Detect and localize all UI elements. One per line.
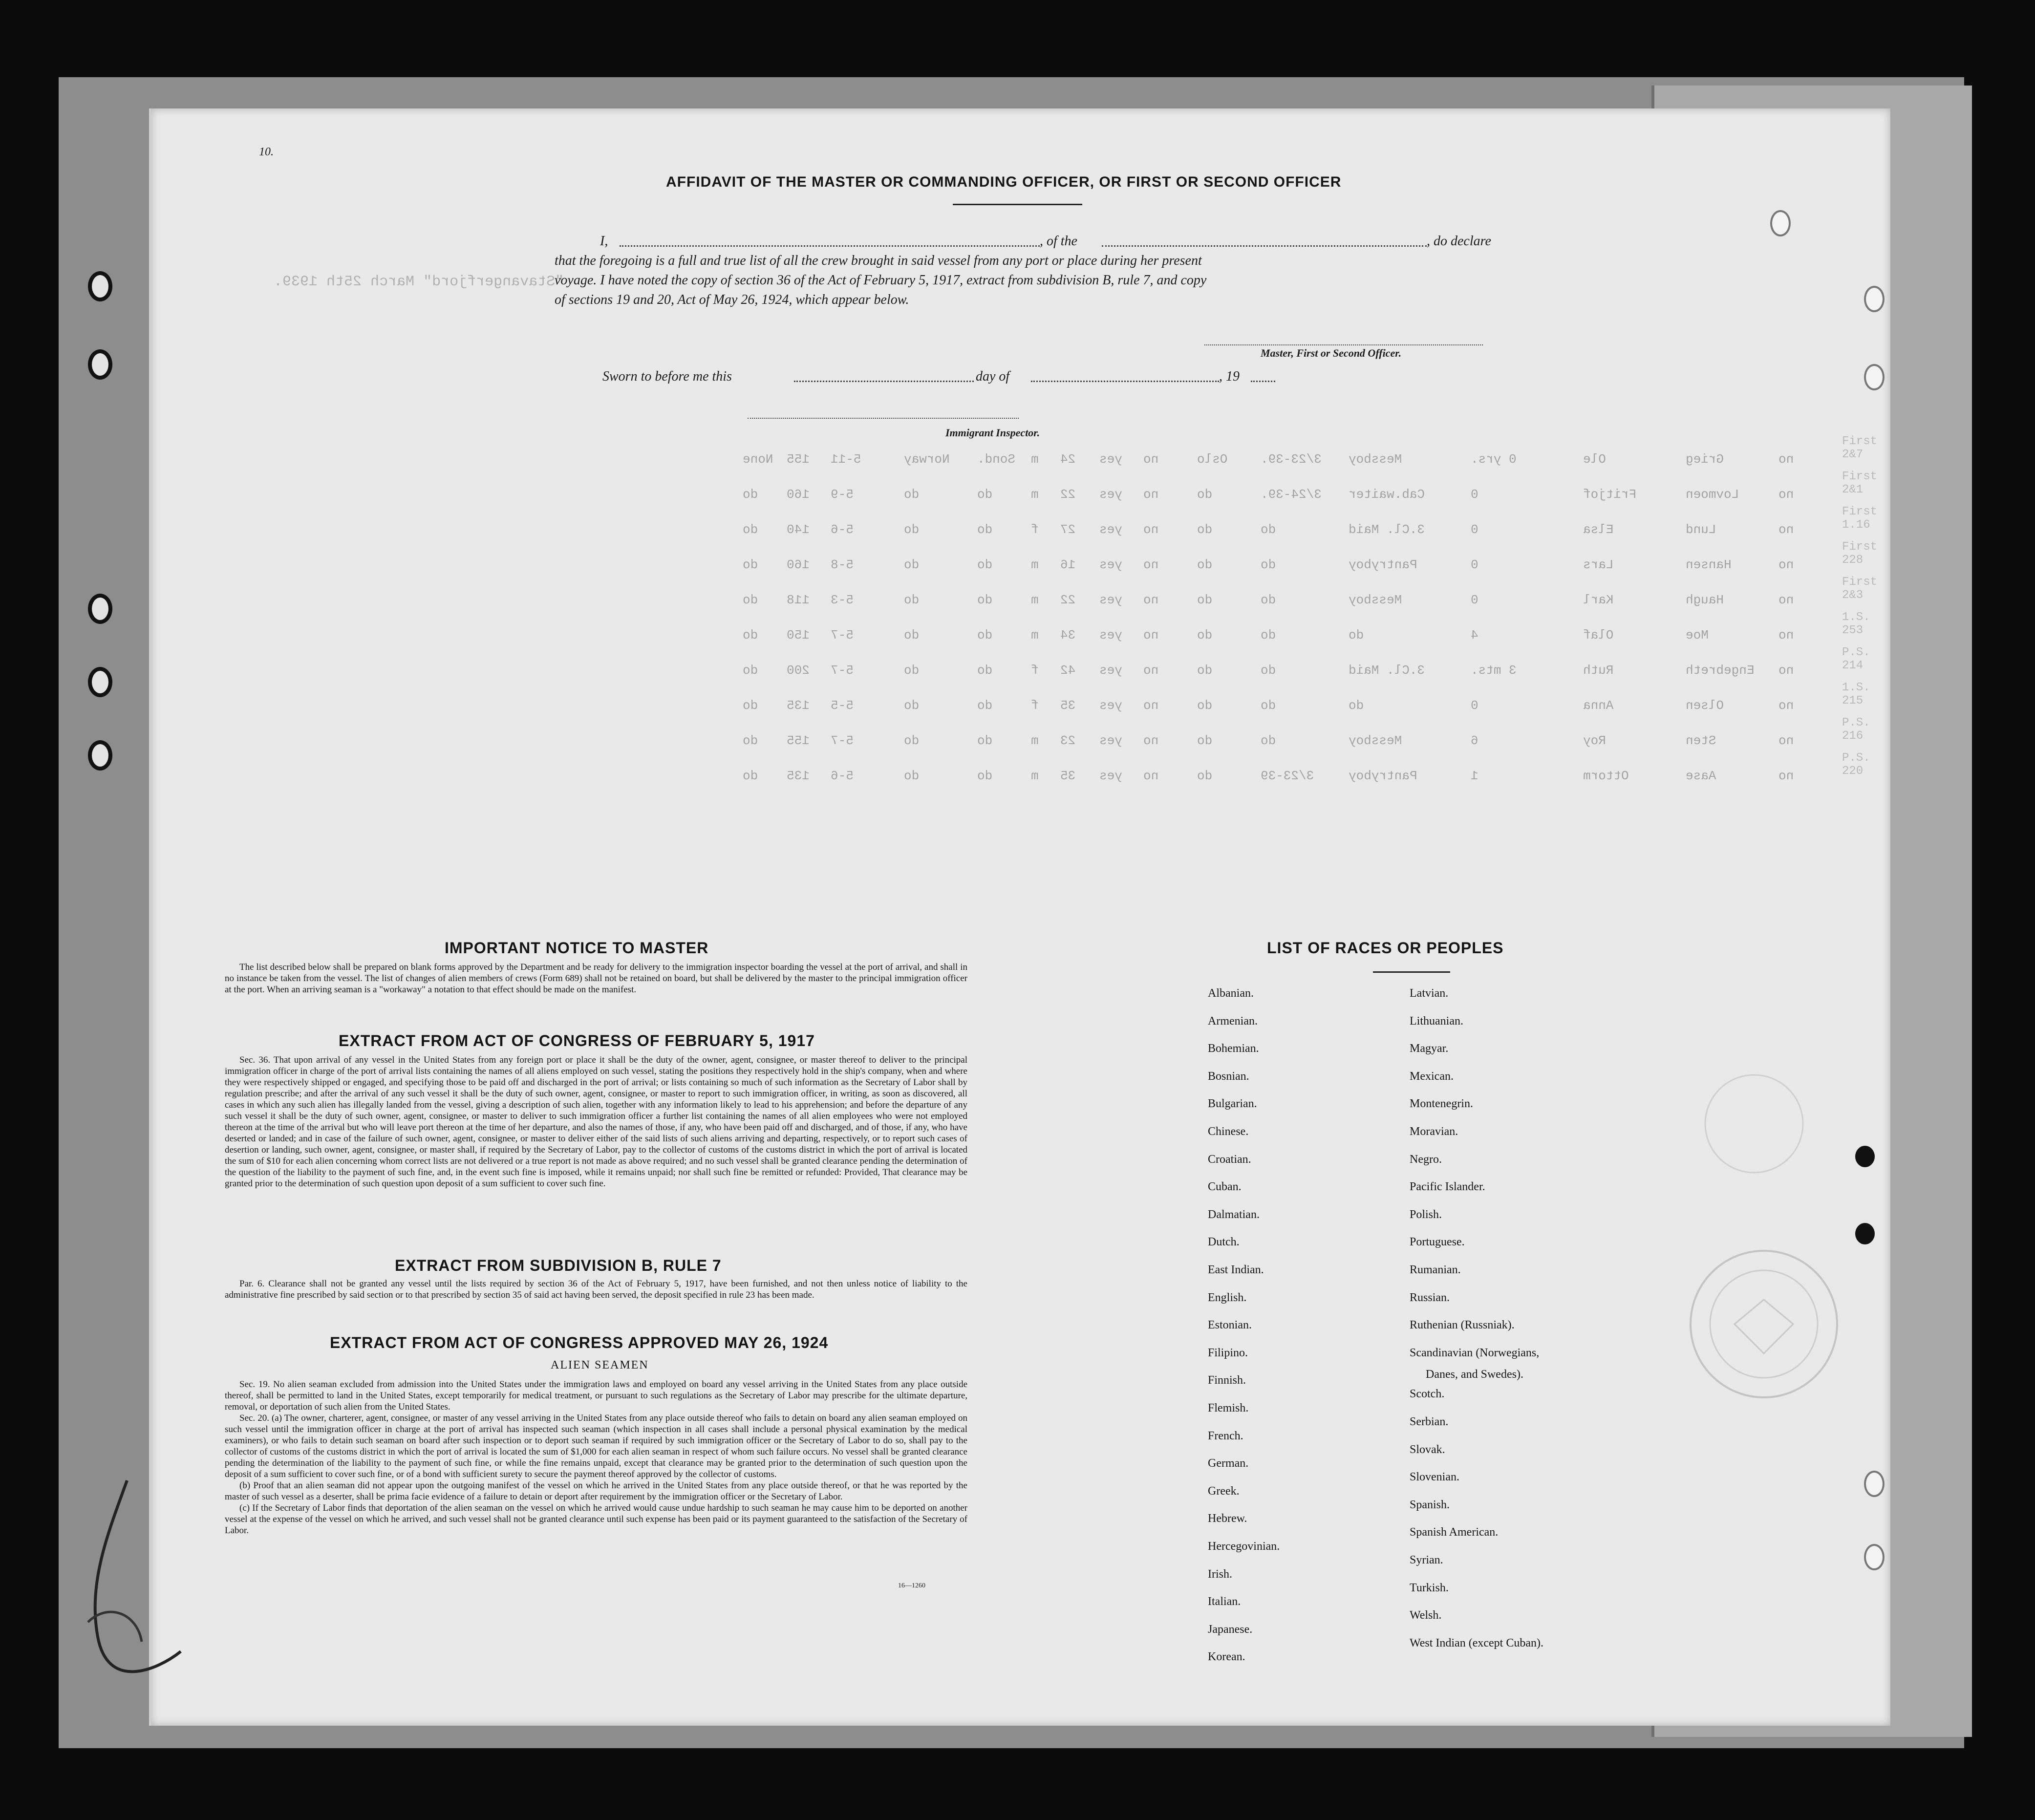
bleed-through-cell: yes bbox=[1099, 557, 1122, 572]
punch-hole bbox=[88, 594, 112, 624]
bleed-through-cell: do bbox=[904, 522, 920, 537]
bleed-through-cell: 200 bbox=[787, 663, 810, 678]
bleed-through-cell: 0 yrs. bbox=[1471, 452, 1517, 467]
bleed-through-cell: do bbox=[904, 733, 920, 748]
bleed-through-cell: m bbox=[1031, 733, 1039, 748]
race-item: Dutch. bbox=[1208, 1236, 1240, 1249]
bleed-through-cell: do bbox=[743, 628, 758, 642]
signature-line bbox=[1204, 344, 1483, 345]
bleed-through-cell: f bbox=[1031, 698, 1039, 713]
bleed-through-side-note: First 228 bbox=[1842, 540, 1878, 567]
bleed-through-cell: 5-7 bbox=[831, 733, 854, 748]
bleed-through-cell: do bbox=[1261, 522, 1276, 537]
page-mark: 10. bbox=[259, 146, 274, 158]
bleed-through-row bbox=[513, 698, 1832, 718]
race-item: Slovenian. bbox=[1410, 1471, 1459, 1484]
bleed-through-cell: do bbox=[904, 487, 920, 502]
bleed-through-cell: 35 bbox=[1060, 698, 1076, 713]
bleed-through-side-note: 1.S. 215 bbox=[1842, 681, 1870, 707]
bleed-through-cell: do bbox=[743, 522, 758, 537]
bleed-through-side-note: First 2&7 bbox=[1842, 435, 1878, 461]
bleed-through-cell: m bbox=[1031, 557, 1039, 572]
affidavit-do-declare: , do declare bbox=[1427, 234, 1491, 249]
bleed-through-cell: 150 bbox=[787, 628, 810, 642]
bleed-through-cell: do bbox=[904, 628, 920, 642]
bleed-through-cell: no bbox=[1143, 628, 1159, 642]
bleed-through-header: "Stavangerfjord" March 25th 1939. bbox=[274, 274, 564, 290]
bleed-through-cell: m bbox=[1031, 769, 1039, 783]
race-item: Scotch. bbox=[1410, 1388, 1445, 1401]
bleed-through-cell: no bbox=[1143, 698, 1159, 713]
bleed-through-cell: do bbox=[904, 698, 920, 713]
race-item: Croatian. bbox=[1208, 1153, 1251, 1166]
bleed-through-cell: no bbox=[1778, 593, 1794, 607]
bleed-through-cell: do bbox=[1261, 733, 1276, 748]
bleed-through-cell: 5-7 bbox=[831, 663, 854, 678]
bleed-through-row bbox=[513, 557, 1832, 577]
bleed-through-cell: do bbox=[1197, 487, 1213, 502]
sworn-month-blank bbox=[1031, 381, 1219, 382]
bleed-through-side-note: First 2&1 bbox=[1842, 470, 1878, 496]
bleed-through-cell: 5-6 bbox=[831, 522, 854, 537]
bleed-through-cell: no bbox=[1778, 452, 1794, 467]
race-item-continuation: Danes, and Swedes). bbox=[1426, 1368, 1523, 1381]
par-6-paragraph: Par. 6. Clearance shall not be granted any vessel until the lists required by section 36 of the Act of February 5, 1917, have been furnished, and not then unless notice of liability to the administrative fine prescribed by said section or to that prescribed by section 35 of said act having been served, the deposit specified in rule 23 has been made. bbox=[225, 1279, 967, 1300]
race-item: Estonian. bbox=[1208, 1319, 1252, 1332]
bleed-through-side-note: First 1.16 bbox=[1842, 505, 1878, 532]
affidavit-of-the: , of the bbox=[1040, 234, 1077, 249]
bleed-through-cell: 5-3 bbox=[831, 593, 854, 607]
bleed-through-cell: do bbox=[977, 487, 993, 502]
bleed-through-row bbox=[513, 593, 1832, 612]
notice-paragraph: The list described below shall be prepared on blank forms approved by the Department and be ready for delivery to the immigration inspector boarding the vessel at the port of arrival, and shall in no instance be taken from the vessel. The list of changes of alien members of crews (Form 689) shall not be retained on board, but shall be delivered by the master to the principal immigration officer at the port. When an arriving seaman is a "workaway" a notation to that effect should be made on the manifest. bbox=[225, 962, 967, 995]
bleed-through-cell: Norway bbox=[904, 452, 950, 467]
bleed-through-cell: Messboy bbox=[1349, 733, 1402, 748]
bleed-through-cell: no bbox=[1778, 557, 1794, 572]
bleed-through-cell: no bbox=[1143, 593, 1159, 607]
extract-1917-body bbox=[225, 1054, 967, 1189]
bleed-through-row bbox=[513, 452, 1832, 471]
bleed-through-cell: 42 bbox=[1060, 663, 1076, 678]
sworn-year: , 19 bbox=[1219, 369, 1240, 384]
inspector-caption: Immigrant Inspector. bbox=[945, 427, 1040, 439]
bleed-through-cell: 160 bbox=[787, 557, 810, 572]
bleed-through-cell: no bbox=[1143, 557, 1159, 572]
affidavit-line-4: of sections 19 and 20, Act of May 26, 1924, which appear below. bbox=[555, 292, 909, 307]
sec-20c-paragraph: (c) If the Secretary of Labor finds that deportation of the alien seaman on the vessel on which he arrived would cause undue hardship to such seaman he may cause him to be deported on another vessel at the expense of the vessel on which he arrived, and such vessel shall not be granted clearance until such expense has been paid or its payment guaranteed to the satisfaction of the Secretary of Labor. bbox=[225, 1503, 967, 1536]
race-item: Syrian. bbox=[1410, 1554, 1443, 1566]
race-item: Italian. bbox=[1208, 1595, 1241, 1608]
bleed-through-cell: yes bbox=[1099, 698, 1122, 713]
bleed-through-cell: do bbox=[904, 593, 920, 607]
bleed-through-cell: no bbox=[1143, 487, 1159, 502]
race-item: Mexican. bbox=[1410, 1070, 1454, 1083]
bleed-through-cell: do bbox=[977, 522, 993, 537]
bleed-through-cell: 118 bbox=[787, 593, 810, 607]
bleed-through-cell: 0 bbox=[1471, 487, 1478, 502]
bleed-through-cell: m bbox=[1031, 487, 1039, 502]
race-item: Montenegrin. bbox=[1410, 1097, 1473, 1111]
bleed-through-cell: Lund bbox=[1686, 522, 1716, 537]
race-item: Hercegovinian. bbox=[1208, 1540, 1280, 1553]
extract-1924-title: EXTRACT FROM ACT OF CONGRESS APPROVED MAY 26, 1924 bbox=[330, 1334, 829, 1351]
bleed-through-cell: do bbox=[1261, 663, 1276, 678]
bleed-through-cell: do bbox=[1197, 698, 1213, 713]
bleed-through-cell: 5-8 bbox=[831, 557, 854, 572]
races-title: LIST OF RACES OR PEOPLES bbox=[1267, 939, 1504, 957]
bleed-through-cell: do bbox=[743, 593, 758, 607]
race-item: German. bbox=[1208, 1457, 1249, 1470]
notice-title: IMPORTANT NOTICE TO MASTER bbox=[445, 939, 709, 957]
bleed-through-cell: yes bbox=[1099, 733, 1122, 748]
bleed-through-cell: 0 bbox=[1471, 593, 1478, 607]
punch-hole bbox=[88, 740, 112, 771]
race-item: Dalmatian. bbox=[1208, 1208, 1260, 1221]
sec-20b-paragraph: (b) Proof that an alien seaman did not appear upon the outgoing manifest of the vessel on which he arrived in the United States from any place outside thereof, or that he was reported by the master of such vessel as a deserter, shall be prima facie evidence of a failure to detain or deport after requirement by the immigration officer or the Secretary of Labor. bbox=[225, 1480, 967, 1502]
bleed-through-cell: 5-9 bbox=[831, 487, 854, 502]
bleed-through-cell: 3.Cl. Maid bbox=[1349, 663, 1425, 678]
race-item: Turkish. bbox=[1410, 1581, 1449, 1594]
bleed-through-cell: m bbox=[1031, 593, 1039, 607]
bleed-through-side-note: P.S. 220 bbox=[1842, 751, 1870, 778]
affidavit-title: AFFIDAVIT OF THE MASTER OR COMMANDING OFFICER, OR FIRST OR SECOND OFFICER bbox=[666, 174, 1342, 190]
race-item: Portuguese. bbox=[1410, 1236, 1465, 1249]
sworn-year-blank bbox=[1251, 381, 1275, 382]
vessel-blank bbox=[1102, 245, 1427, 247]
bleed-through-cell: do bbox=[743, 487, 758, 502]
rule7-title: EXTRACT FROM SUBDIVISION B, RULE 7 bbox=[395, 1257, 722, 1274]
bleed-through-cell: Olaf bbox=[1583, 628, 1614, 642]
bleed-through-cell: yes bbox=[1099, 769, 1122, 783]
bleed-through-cell: do bbox=[977, 769, 993, 783]
bleed-through-cell: Ole bbox=[1583, 452, 1606, 467]
bleed-through-row bbox=[513, 663, 1832, 683]
bleed-through-cell: m bbox=[1031, 628, 1039, 642]
bleed-through-cell: do bbox=[743, 733, 758, 748]
bleed-through-cell: Ruth bbox=[1583, 663, 1614, 678]
bleed-through-cell: 22 bbox=[1060, 487, 1076, 502]
bleed-through-row bbox=[513, 522, 1832, 542]
bleed-through-row bbox=[513, 769, 1832, 788]
bleed-through-cell: 1 bbox=[1471, 769, 1478, 783]
affidavit-i-label: I, bbox=[600, 234, 608, 249]
race-item: Pacific Islander. bbox=[1410, 1180, 1485, 1194]
race-item: Irish. bbox=[1208, 1567, 1232, 1581]
faint-seal-stamp bbox=[1661, 1241, 1871, 1402]
bleed-through-cell: do bbox=[977, 663, 993, 678]
race-item: Lithuanian. bbox=[1410, 1014, 1463, 1028]
title-rule bbox=[953, 204, 1082, 205]
bleed-through-cell: do bbox=[1197, 522, 1213, 537]
sec-36-paragraph: Sec. 36. That upon arrival of any vessel in the United States from any foreign port or place it shall be the duty of the owner, agent, consignee, or master thereof to deliver to the principal immigration officer in charge of the port of arrival lists containing the names of all aliens employed on such vessel, stating the positions they respectively hold in the ship's company, when and where they were respectively shipped or engaged, and specifying those to be paid off and discharged in the port of arrival; or lists containing so much of such information as the Secretary of Labor shall by regulation prescribe; and after the arrival of any such vessel it shall be the duty of such owner, agent, consignee, or master to report to such immigration officer, in writing, as soon as discovered, all cases in which any such alien has illegally landed from the vessel, giving a description of such alien, together with any information likely to lead to his apprehension; and before the departure of any such vessel it shall be the duty of such owner, agent, consignee, or master to deliver to such immigration officer a further list containing the names of all alien employees who were not employed thereon at the time of the arrival but who will leave port thereon at the time of her departure, and also the names of those, if any, who have been paid off and discharged, and of those, if any, who have deserted or landed; and in case of the failure of such owner, agent, consignee, or master to deliver either of the said lists of such aliens arriving and departing, respectively, or to report such cases of desertion or landing, such owner, agent, consignee, or master shall, if required by the Secretary of Labor, pay to the collector of customs of the customs district in which the port of arrival is located the sum of $10 for each alien concerning whom correct lists are not delivered or a true report is not made as above required; and no such vessel shall be granted clearance pending the determination of the question of the liability to the payment of such fine, and, in the event such fine is imposed, while it remains unpaid; nor shall such fine be remitted or refunded: Provided, That clearance may be granted prior to the determination of such question upon deposit of a sum sufficient to cover such fine. bbox=[225, 1055, 967, 1189]
extract-1917-title: EXTRACT FROM ACT OF CONGRESS OF FEBRUARY 5, 1917 bbox=[339, 1032, 815, 1049]
race-item: Russian. bbox=[1410, 1291, 1450, 1304]
race-item: Armenian. bbox=[1208, 1014, 1258, 1028]
bleed-through-cell: Sten bbox=[1686, 733, 1716, 748]
bleed-through-cell: 3/23-39. bbox=[1261, 452, 1322, 467]
bleed-through-cell: no bbox=[1143, 769, 1159, 783]
bleed-through-cell: Haugh bbox=[1686, 593, 1724, 607]
bleed-through-cell: 6 bbox=[1471, 733, 1478, 748]
signature-caption: Master, First or Second Officer. bbox=[1261, 347, 1402, 359]
bleed-through-side-note: First 2&3 bbox=[1842, 576, 1878, 602]
punch-hole bbox=[1770, 210, 1791, 236]
bleed-through-cell: no bbox=[1778, 628, 1794, 642]
affidavit-line-2: that the foregoing is a full and true list of all the crew brought in said vessel from any port or place during her present bbox=[555, 253, 1202, 268]
bleed-through-cell: do bbox=[1261, 698, 1276, 713]
bleed-through-cell: yes bbox=[1099, 593, 1122, 607]
bleed-through-cell: 27 bbox=[1060, 522, 1076, 537]
bleed-through-cell: 3.Cl. Maid bbox=[1349, 522, 1425, 537]
bleed-through-cell: no bbox=[1778, 733, 1794, 748]
bleed-through-cell: Fritjof bbox=[1583, 487, 1637, 502]
punch-hole bbox=[88, 349, 112, 380]
bleed-through-cell: yes bbox=[1099, 522, 1122, 537]
bleed-through-cell: no bbox=[1778, 522, 1794, 537]
bleed-through-cell: no bbox=[1778, 487, 1794, 502]
race-item: East Indian. bbox=[1208, 1263, 1264, 1276]
bleed-through-cell: f bbox=[1031, 663, 1039, 678]
bleed-through-cell: Lovmoen bbox=[1686, 487, 1739, 502]
bleed-through-cell: 5-11 bbox=[831, 452, 861, 467]
race-item: Spanish. bbox=[1410, 1498, 1450, 1511]
race-item: Rumanian. bbox=[1410, 1263, 1461, 1276]
race-item: Scandinavian (Norwegians, bbox=[1410, 1346, 1540, 1359]
race-item: Latvian. bbox=[1410, 987, 1449, 1000]
bleed-through-cell: Ottorm bbox=[1583, 769, 1629, 783]
bleed-through-cell: do bbox=[977, 557, 993, 572]
bleed-through-cell: None bbox=[743, 452, 773, 467]
race-item: Korean. bbox=[1208, 1650, 1245, 1664]
race-item: Polish. bbox=[1410, 1208, 1442, 1221]
bleed-through-cell: do bbox=[1197, 628, 1213, 642]
bleed-through-cell: no bbox=[1778, 663, 1794, 678]
bleed-through-cell: Sond. bbox=[977, 452, 1016, 467]
bleed-through-cell: do bbox=[1197, 557, 1213, 572]
race-item: Bohemian. bbox=[1208, 1042, 1259, 1055]
bleed-through-cell: Roy bbox=[1583, 733, 1606, 748]
bleed-through-cell: do bbox=[977, 698, 993, 713]
bleed-through-cell: no bbox=[1143, 663, 1159, 678]
bleed-through-cell: 5-5 bbox=[831, 698, 854, 713]
bleed-through-cell: 16 bbox=[1060, 557, 1076, 572]
bleed-through-cell: Anna bbox=[1583, 698, 1614, 713]
bleed-through-cell: 34 bbox=[1060, 628, 1076, 642]
race-item: Japanese. bbox=[1208, 1623, 1253, 1636]
sec-19-paragraph: Sec. 19. No alien seaman excluded from admission into the United States under the immigration laws and employed on board any vessel arriving in the United States from any place outside thereof, shall be permitted to land in the United States, except temporarily for medical treatment, or pursuant to such regulations as the Secretary of Labor may prescribe for the ultimate departure, removal, or deportation of such alien from the United States. bbox=[225, 1379, 967, 1412]
bleed-through-cell: 140 bbox=[787, 522, 810, 537]
bleed-through-cell: 4 bbox=[1471, 628, 1478, 642]
bleed-through-cell: do bbox=[743, 769, 758, 783]
bleed-through-cell: do bbox=[904, 769, 920, 783]
bleed-through-cell: yes bbox=[1099, 628, 1122, 642]
bleed-through-cell: f bbox=[1031, 522, 1039, 537]
race-item: Finnish. bbox=[1208, 1374, 1246, 1387]
faint-seal-stamp bbox=[1686, 1065, 1822, 1182]
bleed-through-row bbox=[513, 487, 1832, 507]
inspector-line bbox=[748, 418, 1019, 419]
punch-hole bbox=[1864, 364, 1885, 390]
race-item: Bosnian. bbox=[1208, 1070, 1249, 1083]
race-item: Spanish American. bbox=[1410, 1526, 1499, 1539]
race-item: Chinese. bbox=[1208, 1125, 1249, 1138]
bleed-through-cell: 155 bbox=[787, 733, 810, 748]
bleed-through-cell: no bbox=[1143, 522, 1159, 537]
bleed-through-cell: 24 bbox=[1060, 452, 1076, 467]
bleed-through-cell: Olsen bbox=[1686, 698, 1724, 713]
bleed-through-cell: do bbox=[1349, 698, 1364, 713]
bleed-through-side-note: P.S. 214 bbox=[1842, 646, 1870, 672]
bleed-through-cell: do bbox=[977, 733, 993, 748]
bleed-through-cell: do bbox=[977, 628, 993, 642]
bleed-through-cell: Karl bbox=[1583, 593, 1614, 607]
bleed-through-cell: do bbox=[743, 698, 758, 713]
bleed-through-cell: Messboy bbox=[1349, 593, 1402, 607]
bleed-through-cell: yes bbox=[1099, 663, 1122, 678]
bleed-through-cell: 135 bbox=[787, 769, 810, 783]
punch-hole bbox=[1864, 286, 1885, 312]
race-item: Filipino. bbox=[1208, 1346, 1248, 1359]
bleed-through-cell: do bbox=[1261, 628, 1276, 642]
race-item: English. bbox=[1208, 1291, 1247, 1304]
bleed-through-cell: no bbox=[1778, 769, 1794, 783]
bleed-through-cell: Pantryboy bbox=[1349, 557, 1417, 572]
bleed-through-cell: 3/24-39. bbox=[1261, 487, 1322, 502]
bleed-through-cell: Messboy bbox=[1349, 452, 1402, 467]
race-item: Serbian. bbox=[1410, 1415, 1449, 1428]
bleed-through-side-note: 1.S. 253 bbox=[1842, 611, 1870, 637]
bleed-through-side-note: P.S. 216 bbox=[1842, 716, 1870, 743]
bleed-through-cell: do bbox=[977, 593, 993, 607]
race-item: Slovak. bbox=[1410, 1443, 1445, 1456]
sec-20a-paragraph: Sec. 20. (a) The owner, charterer, agent, consignee, or master of any vessel arriving in the United States from any place outside thereof who fails to detain on board any alien seaman employed on such vessel until the immigration officer in charge at the port of arrival has inspected such seaman (which inspection in all cases shall include a personal physical examination by the medical examiners), or who fails to detain such seaman on board after such inspection or to deport such seaman if required by such immigration officer or the Secretary of Labor to do so, shall pay to the collector of customs of the customs district in which the port of arrival is located the sum of $1,000 for each alien seaman in respect of whom such failure occurs. No vessel shall be granted clearance pending the determination of the liability to the payment of such fine, or while the fine remains unpaid, except that clearance may be granted prior to the determination of such question upon the deposit of a sum sufficient to cover such fine, or of a bond with sufficient surety to secure the payment thereof approved by the collector of customs. bbox=[225, 1413, 967, 1479]
sworn-day-blank bbox=[794, 381, 974, 382]
bleed-through-cell: m bbox=[1031, 452, 1039, 467]
bleed-through-cell: Grieg bbox=[1686, 452, 1724, 467]
race-item: Bulgarian. bbox=[1208, 1097, 1257, 1111]
bleed-through-cell: Hansen bbox=[1686, 557, 1732, 572]
sworn-prefix: Sworn to before me this bbox=[602, 369, 732, 384]
race-item: Welsh. bbox=[1410, 1609, 1442, 1622]
race-item: Ruthenian (Russniak). bbox=[1410, 1319, 1515, 1332]
bleed-through-cell: 135 bbox=[787, 698, 810, 713]
alien-seamen-subtitle: ALIEN SEAMEN bbox=[551, 1359, 649, 1371]
bleed-through-cell: do bbox=[904, 663, 920, 678]
race-item: Magyar. bbox=[1410, 1042, 1449, 1055]
race-item: Hebrew. bbox=[1208, 1512, 1247, 1525]
bleed-through-cell: do bbox=[1197, 733, 1213, 748]
bleed-through-cell: 3/23-39 bbox=[1261, 769, 1314, 783]
bleed-through-cell: Oslo bbox=[1197, 452, 1228, 467]
notice-body bbox=[225, 962, 967, 995]
punch-hole bbox=[1864, 1471, 1885, 1497]
bleed-through-cell: do bbox=[1349, 628, 1364, 642]
bleed-through-cell: 23 bbox=[1060, 733, 1076, 748]
bleed-through-cell: 3 mts. bbox=[1471, 663, 1517, 678]
punch-hole bbox=[1855, 1146, 1875, 1167]
races-title-rule bbox=[1373, 971, 1450, 973]
bleed-through-cell: yes bbox=[1099, 452, 1122, 467]
punch-hole bbox=[88, 271, 112, 301]
bleed-through-cell: Pantryboy bbox=[1349, 769, 1417, 783]
bleed-through-cell: do bbox=[743, 663, 758, 678]
bleed-through-cell: do bbox=[1197, 593, 1213, 607]
bleed-through-cell: 22 bbox=[1060, 593, 1076, 607]
rule7-body bbox=[225, 1278, 967, 1301]
bleed-through-row bbox=[513, 628, 1832, 647]
bleed-through-cell: 0 bbox=[1471, 557, 1478, 572]
bleed-through-cell: do bbox=[904, 557, 920, 572]
race-item: Greek. bbox=[1208, 1484, 1240, 1498]
bleed-through-cell: no bbox=[1143, 733, 1159, 748]
handwritten-mark bbox=[68, 1476, 195, 1681]
name-blank bbox=[620, 245, 1040, 247]
race-item: Flemish. bbox=[1208, 1402, 1249, 1414]
bleed-through-cell: Elsa bbox=[1583, 522, 1614, 537]
sworn-day-of: day of bbox=[976, 369, 1010, 384]
bleed-through-cell: Cab.waiter bbox=[1349, 487, 1425, 502]
bleed-through-cell: no bbox=[1143, 452, 1159, 467]
punch-hole bbox=[1864, 1544, 1885, 1570]
race-item: West Indian (except Cuban). bbox=[1410, 1636, 1543, 1649]
bleed-through-cell: do bbox=[1261, 557, 1276, 572]
bleed-through-cell: do bbox=[1197, 769, 1213, 783]
race-item: Moravian. bbox=[1410, 1125, 1458, 1138]
bleed-through-cell: 35 bbox=[1060, 769, 1076, 783]
race-item: Negro. bbox=[1410, 1153, 1442, 1166]
race-item: French. bbox=[1208, 1429, 1243, 1442]
bleed-through-cell: 0 bbox=[1471, 698, 1478, 713]
race-item: Albanian. bbox=[1208, 987, 1254, 1000]
bleed-through-cell: Moe bbox=[1686, 628, 1709, 642]
extract-1924-body bbox=[225, 1379, 967, 1536]
punch-hole bbox=[88, 667, 112, 697]
bleed-through-cell: 0 bbox=[1471, 522, 1478, 537]
bleed-through-cell: Lars bbox=[1583, 557, 1614, 572]
bleed-through-cell: 160 bbox=[787, 487, 810, 502]
bleed-through-cell: do bbox=[1261, 593, 1276, 607]
bleed-through-cell: do bbox=[743, 557, 758, 572]
bleed-through-cell: no bbox=[1778, 698, 1794, 713]
bleed-through-cell: 5-6 bbox=[831, 769, 854, 783]
bleed-through-cell: 5-7 bbox=[831, 628, 854, 642]
bleed-through-cell: yes bbox=[1099, 487, 1122, 502]
bleed-through-cell: do bbox=[1197, 663, 1213, 678]
affidavit-line-3: voyage. I have noted the copy of section 36 of the Act of February 5, 1917, extract from subdivision B, rule 7, and copy bbox=[555, 273, 1207, 288]
form-number: 16—1260 bbox=[898, 1582, 925, 1589]
bleed-through-cell: Engebreth bbox=[1686, 663, 1755, 678]
bleed-through-row bbox=[513, 733, 1832, 753]
bleed-through-cell: 155 bbox=[787, 452, 810, 467]
race-item: Cuban. bbox=[1208, 1180, 1242, 1194]
bleed-through-cell: Aase bbox=[1686, 769, 1716, 783]
